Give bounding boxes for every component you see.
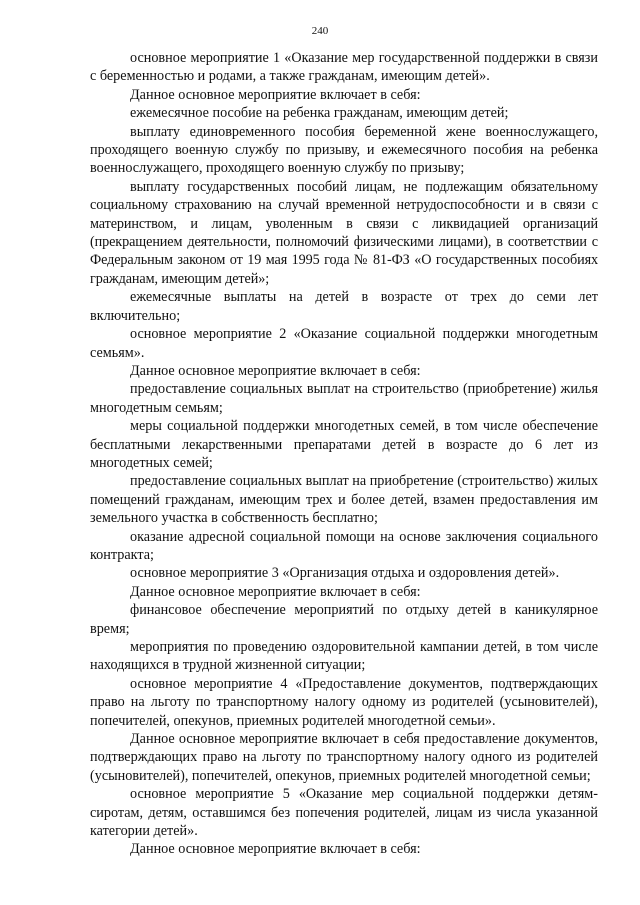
paragraph-measure-3: основное мероприятие 3 «Организация отдыха и оздоровления детей». xyxy=(130,565,560,582)
paragraph-includes: Данное основное мероприятие включает в себя: xyxy=(130,86,421,103)
paragraph-item: выплату единовременного пособия беременной жене военнослужащего, проходящего военную службу по призыву, и ежемесячного пособия на ребенка военнослужащего, проходящего военную службу по призыву; xyxy=(90,123,598,177)
paragraph-includes: Данное основное мероприятие включает в себя: xyxy=(130,841,421,858)
paragraph-item: выплату государственных пособий лицам, не подлежащим обязательному социальному страхованию на случай временной нетрудоспособности и в связи с материнством, и лицам, уволенным в связи с ликвидацией организаций (прекращением деятельности, полномочий физическими лицами), в соответствии с Федеральным законом от 19 мая 1995 года № 81-ФЗ «О государственных пособиях гражданам, имеющим детей»; xyxy=(90,178,598,287)
paragraph-item: мероприятия по проведению оздоровительной кампании детей, в том числе находящихся в трудной жизненной ситуации; xyxy=(90,639,598,674)
paragraph-item: ежемесячные выплаты на детей в возрасте от трех до семи лет включительно; xyxy=(90,289,598,324)
paragraph-item: финансовое обеспечение мероприятий по отдыху детей в каникулярное время; xyxy=(90,602,598,637)
paragraph-measure-2: основное мероприятие 2 «Оказание социальной поддержки многодетным семьям». xyxy=(90,326,598,361)
paragraph-measure-1: основное мероприятие 1 «Оказание мер государственной поддержки в связи с беременностью и родами, а также гражданам, имеющим детей». xyxy=(90,50,598,85)
paragraph-item: оказание адресной социальной помощи на основе заключения социального контракта; xyxy=(90,528,598,563)
paragraph-includes: Данное основное мероприятие включает в себя: xyxy=(130,583,421,600)
paragraph-item: предоставление социальных выплат на строительство (приобретение) жилья многодетным семьям; xyxy=(90,381,598,416)
paragraph-item: Данное основное мероприятие включает в себя предоставление документов, подтверждающих право на льготу по транспортному налогу одного из родителей (усыновителей), попечителей, опекунов, приемных родителей многодетной семьи; xyxy=(90,731,598,784)
paragraph-measure-4: основное мероприятие 4 «Предоставление документов, подтверждающих право на льготу по транспортному налогу одному из родителей (усыновителей), попечителей, опекунов, приемных родителей многодетной семьи». xyxy=(90,675,598,729)
paragraph-item: меры социальной поддержки многодетных семей, в том числе обеспечение бесплатными лекарственными препаратами детей в возрасте до 6 лет из многодетных семей; xyxy=(90,418,598,471)
paragraph-item: предоставление социальных выплат на приобретение (строительство) жилых помещений гражданам, имеющим трех и более детей, взамен предоставления им земельного участка в собственность бесплатно; xyxy=(90,473,598,527)
paragraph-measure-5: основное мероприятие 5 «Оказание мер социальной поддержки детям-сиротам, детям, оставшимся без попечения родителей, лицам из числа указанной категории детей». xyxy=(90,786,598,840)
paragraph-item: ежемесячное пособие на ребенка гражданам, имеющим детей; xyxy=(130,105,509,122)
document-body xyxy=(90,49,598,859)
page-number: 240 xyxy=(311,25,329,37)
paragraph-includes: Данное основное мероприятие включает в себя: xyxy=(130,362,421,379)
